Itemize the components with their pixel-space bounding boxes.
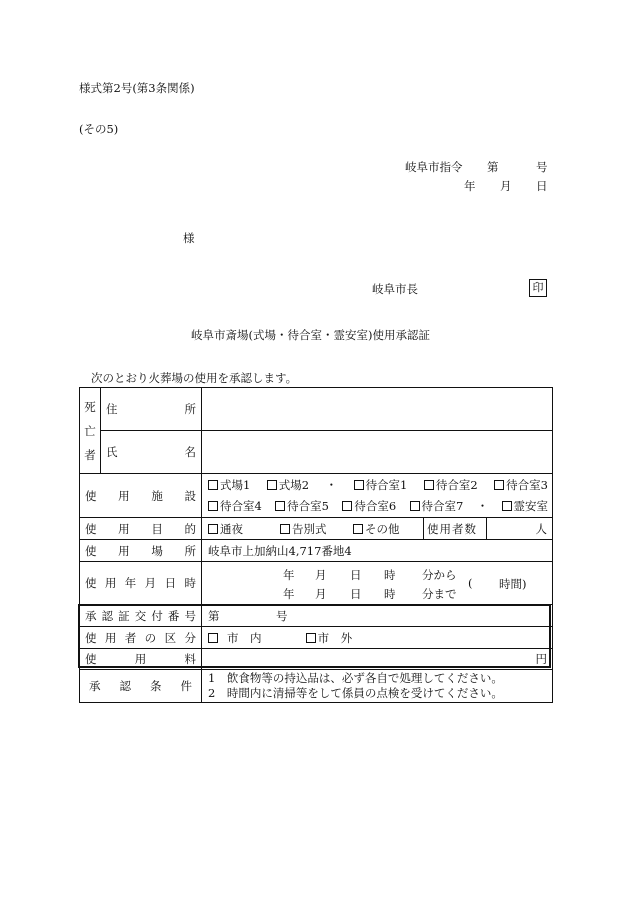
purpose-option[interactable]: 通夜 — [208, 521, 280, 537]
datetime-label: 使 用 年 月 日 時 — [80, 562, 202, 605]
duration-hours: ( 時間) — [468, 576, 527, 591]
datetime-row — [80, 562, 553, 605]
separator-dot: ・ — [476, 499, 489, 513]
user-class-options — [202, 627, 553, 649]
checkbox[interactable] — [208, 633, 218, 643]
name-label: 氏 名 — [101, 431, 202, 474]
facility-option[interactable]: 霊安室 — [502, 498, 549, 514]
checkbox[interactable] — [342, 501, 352, 511]
conditions-label: 承 認 条 件 — [80, 670, 202, 703]
purpose-option[interactable]: 告別式 — [280, 521, 353, 537]
facility-option[interactable]: 待合室5 — [275, 498, 329, 514]
checkbox[interactable] — [354, 480, 364, 490]
place-label: 使 用 場 所 — [80, 540, 202, 562]
fee-label: 使 用 料 — [80, 649, 202, 670]
date-month: 月 — [500, 179, 512, 193]
checkbox[interactable] — [494, 480, 504, 490]
purpose-option[interactable]: その他 — [353, 521, 400, 537]
datetime-from: 年 月 日 時 分から — [283, 568, 457, 582]
checkbox[interactable] — [424, 480, 434, 490]
form-number: 様式第2号(第3条関係) — [79, 81, 195, 95]
fee-row — [80, 649, 553, 670]
document-title: 岐阜市斎場(式場・待合室・霊安室)使用承認証 — [191, 328, 430, 342]
designation-prefix: 岐阜市指令 — [405, 160, 463, 174]
address-field[interactable] — [202, 388, 553, 431]
issuer: 岐阜市長 — [372, 282, 418, 296]
facility-option[interactable]: 待合室4 — [208, 498, 262, 514]
deceased-address-row — [80, 388, 553, 431]
facility-option[interactable]: 式場2 — [267, 477, 309, 493]
checkbox[interactable] — [280, 524, 290, 534]
purpose-options — [202, 518, 424, 540]
facility-label: 使 用 施 設 — [80, 474, 202, 518]
certificate-number-row — [80, 605, 553, 627]
facility-option[interactable]: 待合室6 — [342, 498, 396, 514]
separator-dot: ・ — [325, 478, 338, 492]
in-city-option[interactable]: 市 内 — [208, 630, 302, 646]
checkbox[interactable] — [502, 501, 512, 511]
facility-option[interactable]: 待合室1 — [354, 477, 408, 493]
date-day: 日 — [536, 179, 548, 193]
facility-row — [80, 474, 553, 518]
datetime-field[interactable] — [202, 562, 553, 605]
approval-table — [79, 387, 553, 703]
date-year: 年 — [464, 179, 476, 193]
condition-item: 2 時間内に清掃等をして係員の点検を受けてください。 — [208, 686, 503, 700]
facility-option[interactable]: 待合室2 — [424, 477, 478, 493]
checkbox[interactable] — [410, 501, 420, 511]
checkbox[interactable] — [267, 480, 277, 490]
certificate-number-field[interactable]: 第 号 — [202, 605, 553, 627]
fee-field[interactable]: 円 — [202, 649, 553, 670]
certificate-number-label: 承 認 証 交 付 番 号 — [80, 605, 202, 627]
address-label: 住 所 — [101, 388, 202, 431]
purpose-row — [80, 518, 553, 540]
condition-item: 1 飲食物等の持込品は、必ず各自で処理してください。 — [208, 671, 503, 685]
addressee-suffix: 様 — [183, 231, 195, 245]
checkbox[interactable] — [275, 501, 285, 511]
users-count-label: 使用者数 — [424, 518, 487, 540]
users-count-field[interactable]: 人 — [487, 518, 553, 540]
user-class-label: 使 用 者 の 区 分 — [80, 627, 202, 649]
checkbox[interactable] — [208, 501, 218, 511]
facility-option[interactable]: 待合室7 — [410, 498, 464, 514]
deceased-label: 死 亡 者 — [80, 388, 101, 474]
conditions-list — [202, 670, 553, 703]
facility-option[interactable]: 待合室3 — [494, 477, 548, 493]
deceased-name-row — [80, 431, 553, 474]
facility-options — [202, 474, 553, 518]
datetime-to: 年 月 日 時 分まで — [283, 587, 457, 601]
name-field[interactable] — [202, 431, 553, 474]
place-value: 岐阜市上加納山4,717番地4 — [202, 540, 553, 562]
user-class-row — [80, 627, 553, 649]
facility-option[interactable]: 式場1 — [208, 477, 250, 493]
out-city-option[interactable]: 市 外 — [306, 630, 353, 646]
conditions-row — [80, 670, 553, 703]
form-sub-number: (その5) — [79, 122, 119, 136]
checkbox[interactable] — [208, 480, 218, 490]
lead-sentence: 次のとおり火葬場の使用を承認します。 — [91, 371, 298, 385]
designation-go: 号 — [536, 160, 548, 174]
checkbox[interactable] — [353, 524, 363, 534]
checkbox[interactable] — [208, 524, 218, 534]
place-row — [80, 540, 553, 562]
checkbox[interactable] — [306, 633, 316, 643]
seal-stamp: 印 — [529, 279, 547, 297]
purpose-label: 使 用 目 的 — [80, 518, 202, 540]
designation-dai: 第 — [487, 160, 499, 174]
